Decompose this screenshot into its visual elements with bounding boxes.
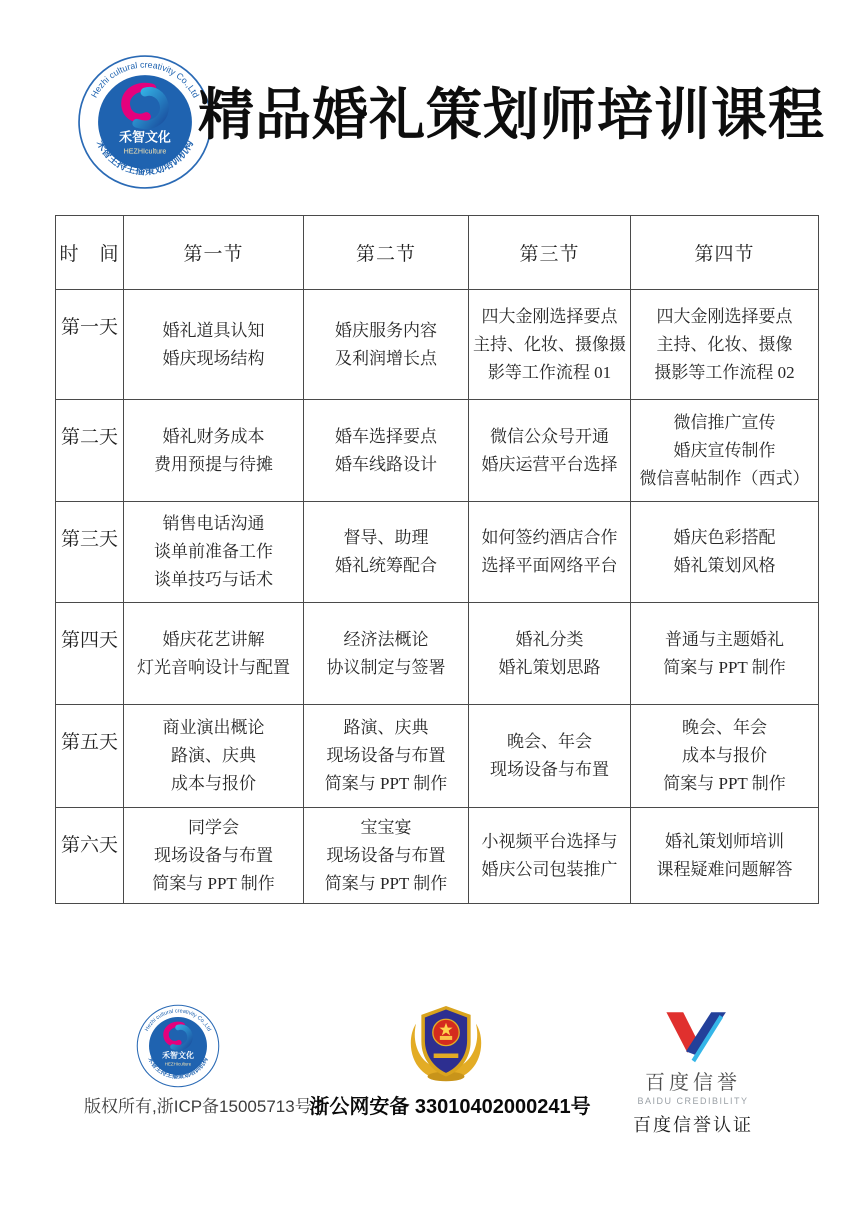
- header-section-3: 第三节: [469, 216, 631, 290]
- schedule-cell-line: 婚车线路设计: [335, 454, 437, 474]
- table-row: [56, 502, 819, 603]
- schedule-cell: [124, 808, 304, 904]
- schedule-cell: [631, 808, 819, 904]
- schedule-cell-line: 四大金刚选择要点: [656, 306, 793, 326]
- schedule-cell: [124, 400, 304, 502]
- schedule-cell: [124, 705, 304, 808]
- schedule-cell: [631, 705, 819, 808]
- schedule-cell: [469, 290, 631, 400]
- day-label: 第三天: [56, 502, 124, 603]
- schedule-cell: [304, 705, 469, 808]
- schedule-cell-line: 路演、庆典: [171, 746, 256, 765]
- day-label: 第一天: [56, 290, 124, 400]
- schedule-cell-line: 主持、化妆、摄像摄: [473, 334, 626, 354]
- schedule-cell-line: 四大金刚选择要点: [481, 306, 618, 326]
- schedule-cell-line: 谈单前准备工作: [154, 542, 273, 561]
- schedule-cell-line: 简案与 PPT 制作: [663, 774, 786, 793]
- schedule-cell-line: 影等工作流程 01: [487, 362, 612, 382]
- schedule-cell: [124, 502, 304, 603]
- schedule-cell-line: 现场设备与布置: [490, 760, 609, 779]
- schedule-cell-line: 婚礼策划师培训: [665, 831, 784, 851]
- table-row: [56, 603, 819, 705]
- schedule-cell-line: 现场设备与布置: [326, 845, 446, 865]
- schedule-cell-line: 婚礼道具认知: [162, 320, 265, 340]
- schedule-cell-line: 如何签约酒店合作: [481, 528, 618, 547]
- schedule-cell-line: 婚庆宣传制作: [673, 440, 776, 460]
- schedule-cell: [469, 808, 631, 904]
- schedule-cell-line: 婚礼分类: [515, 629, 584, 649]
- schedule-cell-line: 课程疑难问题解答: [656, 859, 793, 879]
- hezhi-logo-icon: [77, 54, 213, 190]
- schedule-cell-line: 晚会、年会: [682, 718, 767, 737]
- schedule-cell: [631, 603, 819, 705]
- schedule-cell-line: 简案与 PPT 制作: [324, 873, 448, 893]
- police-badge-icon: [402, 998, 490, 1088]
- police-record-text: 浙公网安备 33010402000241号: [309, 1096, 591, 1118]
- day-label: 第四天: [56, 603, 124, 705]
- schedule-cell: [469, 705, 631, 808]
- header-section-2: 第二节: [304, 216, 469, 290]
- schedule-cell-line: 谈单技巧与话术: [154, 570, 273, 589]
- schedule-cell-line: 晚会、年会: [507, 732, 592, 751]
- schedule-cell: [469, 502, 631, 603]
- table-row: [56, 400, 819, 502]
- schedule-table-body: [56, 290, 819, 904]
- schedule-cell-line: 婚礼财务成本: [162, 426, 265, 446]
- schedule-cell: [631, 502, 819, 603]
- schedule-cell-line: 婚礼策划风格: [673, 556, 776, 575]
- schedule-cell-line: 微信公众号开通: [490, 426, 609, 446]
- schedule-cell-line: 婚庆运营平台选择: [481, 454, 618, 474]
- schedule-cell-line: 微信喜帖制作（西式）: [639, 468, 810, 488]
- header-section-4: 第四节: [631, 216, 819, 290]
- schedule-cell-line: 同学会: [188, 817, 239, 837]
- schedule-cell-line: 婚车选择要点: [335, 426, 437, 446]
- schedule-cell-line: 灯光音响设计与配置: [137, 657, 290, 677]
- baidu-credibility-icon: [658, 1008, 728, 1064]
- schedule-cell: [304, 603, 469, 705]
- table-row: [56, 290, 819, 400]
- schedule-cell-line: 婚庆公司包装推广: [481, 859, 618, 879]
- schedule-cell-line: 婚礼统筹配合: [335, 556, 437, 575]
- table-row: [56, 808, 819, 904]
- schedule-cell-line: 摄影等工作流程 02: [654, 362, 795, 382]
- baidu-certification-caption: 百度信誉认证: [633, 1115, 753, 1135]
- schedule-table: [55, 215, 818, 904]
- schedule-cell-line: 小视频平台选择与: [481, 831, 618, 851]
- day-label: 第六天: [56, 808, 124, 904]
- schedule-cell-line: 简案与 PPT 制作: [324, 774, 448, 793]
- schedule-cell-line: 督导、助理: [343, 528, 429, 547]
- schedule-cell: [631, 290, 819, 400]
- schedule-cell-line: 经济法概论: [343, 629, 429, 649]
- copyright-icp-text: 版权所有,浙ICP备15005713号-1: [84, 1097, 327, 1116]
- schedule-cell: [304, 290, 469, 400]
- schedule-cell: [469, 603, 631, 705]
- schedule-cell-line: 婚礼策划思路: [498, 657, 601, 677]
- schedule-cell-line: 现场设备与布置: [326, 746, 446, 765]
- schedule-cell: [124, 290, 304, 400]
- schedule-cell-line: 婚庆现场结构: [162, 348, 265, 368]
- schedule-cell: [304, 808, 469, 904]
- day-label: 第二天: [56, 400, 124, 502]
- baidu-credibility-block: [625, 1008, 761, 1137]
- schedule-cell-line: 销售电话沟通: [162, 514, 265, 533]
- schedule-cell-line: 现场设备与布置: [154, 845, 273, 865]
- schedule-cell: [469, 400, 631, 502]
- schedule-cell: [124, 603, 304, 705]
- schedule-cell-line: 婚庆色彩搭配: [673, 528, 776, 547]
- schedule-cell-line: 协议制定与签署: [326, 657, 446, 677]
- day-label: 第五天: [56, 705, 124, 808]
- schedule-cell-line: 简案与 PPT 制作: [152, 873, 275, 893]
- schedule-cell-line: 宝宝宴: [360, 817, 412, 837]
- schedule-cell: [304, 502, 469, 603]
- schedule-cell-line: 费用预提与待摊: [154, 454, 273, 474]
- schedule-cell-line: 微信推广宣传: [673, 412, 776, 432]
- table-header-row: [56, 216, 819, 290]
- table-row: [56, 705, 819, 808]
- schedule-cell-line: 简案与 PPT 制作: [663, 657, 786, 677]
- schedule-cell: [304, 400, 469, 502]
- schedule-cell-line: 商业演出概论: [162, 718, 265, 737]
- schedule-cell: [631, 400, 819, 502]
- schedule-cell-line: 主持、化妆、摄像: [656, 334, 793, 354]
- header-section-1: 第一节: [124, 216, 304, 290]
- schedule-cell-line: 路演、庆典: [343, 718, 429, 737]
- schedule-cell-line: 选择平面网络平台: [481, 556, 618, 575]
- baidu-credibility-name-en: BAIDU CREDIBILITY: [637, 1096, 749, 1106]
- schedule-cell-line: 及利润增长点: [335, 348, 437, 368]
- schedule-cell-line: 普通与主题婚礼: [665, 629, 784, 649]
- schedule-cell-line: 成本与报价: [171, 774, 256, 793]
- schedule-cell-line: 婚庆服务内容: [335, 320, 437, 340]
- schedule-cell-line: 成本与报价: [682, 746, 767, 765]
- baidu-credibility-name-cn: 百度信誉: [645, 1072, 741, 1094]
- page-title: 精品婚礼策划师培训课程: [198, 85, 825, 147]
- hezhi-logo-footer-icon: [136, 1004, 220, 1088]
- schedule-cell-line: 婚庆花艺讲解: [162, 629, 265, 649]
- header-time: 时 间: [56, 216, 124, 290]
